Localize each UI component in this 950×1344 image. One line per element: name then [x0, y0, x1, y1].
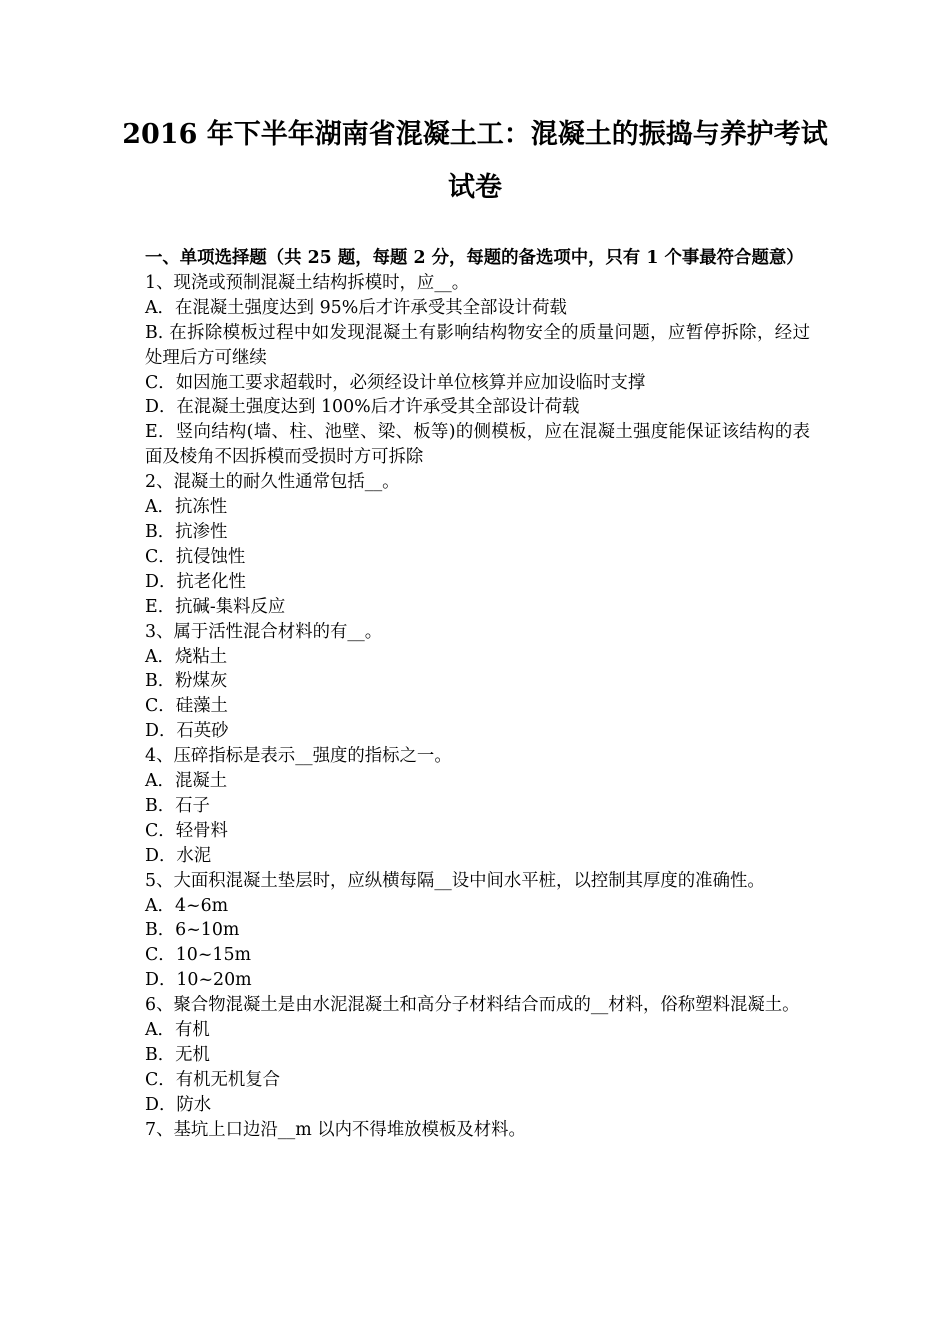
- question-1: [145, 271, 810, 470]
- option-e: E．抗碱-集料反应: [145, 596, 286, 617]
- option-c: C．轻骨料: [145, 820, 228, 841]
- option-a: A．混凝土: [145, 771, 228, 792]
- document-title-line2: 试卷: [448, 172, 502, 203]
- question-5: [145, 869, 810, 994]
- question-stem: 4、压碎指标是表示__强度的指标之一。: [145, 746, 452, 767]
- question-7: [145, 1118, 810, 1143]
- question-stem: 3、属于活性混合材料的有__。: [145, 621, 383, 642]
- option-b: B．6~10m: [145, 920, 240, 941]
- section-header: 一、单项选择题（共 25 题，每题 2 分，每题的备选项中，只有 1 个事最符合题意）: [145, 248, 804, 268]
- option-d: D．防水: [145, 1094, 212, 1115]
- option-a: A．抗冻性: [145, 497, 228, 518]
- option-c: C．有机无机复合: [145, 1069, 281, 1090]
- option-c: C．硅藻土: [145, 696, 228, 717]
- question-stem: 6、聚合物混凝土是由水泥混凝土和高分子材料结合而成的__材料，俗称塑料混凝土。: [145, 995, 800, 1016]
- option-a: A．4~6m: [145, 895, 229, 916]
- option-c: C．如因施工要求超载时，必须经设计单位核算并应加设临时支撑: [145, 372, 646, 393]
- option-c: C．10~15m: [145, 945, 252, 966]
- option-d: D．在混凝土强度达到 100%后才许承受其全部设计荷载: [145, 397, 580, 418]
- option-b: B. 在拆除模板过程中如发现混凝土有影响结构物安全的质量问题，应暂停拆除，经过处理后方可继续: [145, 322, 810, 368]
- option-d: D．水泥: [145, 845, 212, 866]
- question-6: [145, 993, 810, 1118]
- option-d: D．石英砂: [145, 721, 229, 742]
- option-a: A．有机: [145, 1020, 210, 1041]
- question-3: [145, 620, 810, 745]
- document-body: [145, 246, 810, 1143]
- option-b: B．粉煤灰: [145, 671, 228, 692]
- option-c: C．抗侵蚀性: [145, 546, 246, 567]
- option-d: D．抗老化性: [145, 571, 246, 592]
- option-b: B．抗渗性: [145, 521, 228, 542]
- question-stem: 2、混凝土的耐久性通常包括__。: [145, 472, 400, 493]
- option-d: D．10~20m: [145, 970, 252, 991]
- question-2: [145, 470, 810, 619]
- option-b: B．无机: [145, 1045, 210, 1065]
- option-b: B．石子: [145, 795, 210, 816]
- question-stem: 1、现浇或预制混凝土结构拆模时，应__。: [145, 272, 470, 293]
- option-a: A．烧粘土: [145, 646, 228, 667]
- question-4: [145, 744, 810, 869]
- option-a: A．在混凝土强度达到 95%后才许承受其全部设计荷载: [145, 297, 567, 318]
- question-stem: 7、基坑上口边沿__m 以内不得堆放模板及材料。: [145, 1119, 526, 1140]
- question-stem: 5、大面积混凝土垫层时，应纵横每隔__设中间水平桩，以控制其厚度的准确性。: [145, 870, 765, 891]
- document-title-line1: 2016 年下半年湖南省混凝土工：混凝土的振捣与养护考试: [122, 119, 828, 150]
- option-e: E．竖向结构(墙、柱、池壁、梁、板等)的侧模板，应在混凝土强度能保证该结构的表面及棱角不因拆模而受损时方可拆除: [145, 422, 810, 468]
